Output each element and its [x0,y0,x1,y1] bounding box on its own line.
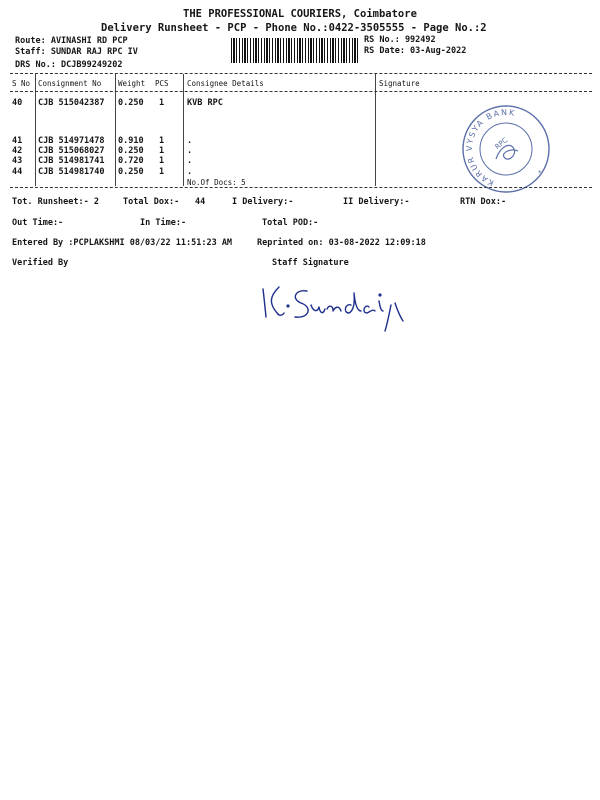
column-header: S No [12,79,31,88]
column-header: Consignment No [38,79,102,88]
row-pcs: 1 [159,146,165,156]
row-pcs: 1 [159,167,165,177]
rtn-dox: RTN Dox:- [460,197,507,207]
row-sno: 41 [12,136,23,146]
ii-delivery: II Delivery:- [343,197,410,207]
i-delivery: I Delivery:- [232,197,294,207]
no-of-docs: No.Of Docs: 5 [187,178,246,187]
handwritten-signature [255,275,415,335]
row-weight: 0.250 [118,167,144,177]
table-bottom-rule [10,187,592,188]
column-header: PCS [155,79,169,88]
rs-number: RS No.: 992492 [364,35,436,45]
row-sno: 40 [12,98,23,108]
row-sno: 44 [12,167,23,177]
total-dox-label: Total Dox:- [123,197,180,207]
verified-by: Verified By [12,258,69,268]
row-pcs: 1 [159,136,165,146]
row-consignment: CJB 515068027 [38,146,105,156]
row-weight: 0.250 [118,98,144,108]
bank-stamp [460,103,552,195]
drs-number: DRS No.: DCJB99249202 [15,60,123,70]
total-pod: Total POD:- [262,218,319,228]
out-time: Out Time:- [12,218,64,228]
tot-runsheet: Tot. Runsheet:- 2 [12,197,99,207]
column-header: Consignee Details [187,79,264,88]
row-pcs: 1 [159,98,165,108]
row-consignment: CJB 514971478 [38,136,105,146]
entered-by: Entered By :PCPLAKSHMI 08/03/22 11:51:23 AM [12,238,233,248]
total-dox-value: 44 [195,197,206,207]
route-label: Route: AVINASHI RD PCP [15,36,128,46]
row-consignee: KVB RPC [187,98,223,108]
reprinted-on: Reprinted on: 03-08-2022 12:09:18 [257,238,426,248]
column-header: Signature [379,79,420,88]
rs-date: RS Date: 03-Aug-2022 [364,46,467,56]
row-weight: 0.910 [118,136,144,146]
runsheet-title: Delivery Runsheet - PCP - Phone No.:0422-3505555 - Page No.:2 [101,22,487,34]
stamp-outer-text: KARUR VYSYA BANK [464,107,517,188]
row-consignment: CJB 514981740 [38,167,105,177]
row-consignment: CJB 515042387 [38,98,105,108]
header-rule [10,91,592,92]
row-weight: 0.720 [118,156,144,166]
row-consignee: . [187,167,193,177]
row-weight: 0.250 [118,146,144,156]
table-top-rule [10,73,592,74]
row-consignment: CJB 514981741 [38,156,105,166]
row-consignee: . [187,146,193,156]
barcode [231,38,359,63]
in-time: In Time:- [140,218,187,228]
row-sno: 42 [12,146,23,156]
row-pcs: 1 [159,156,165,166]
staff-signature-label: Staff Signature [272,258,349,268]
column-header: Weight [118,79,146,88]
svg-text:*: * [538,169,542,177]
row-consignee: . [187,136,193,146]
row-sno: 43 [12,156,23,166]
company-title: THE PROFESSIONAL COURIERS, Coimbatore [183,8,417,20]
staff-label: Staff: SUNDAR RAJ RPC IV [15,47,138,57]
row-consignee: . [187,156,193,166]
stamp-inner-text: RPC [493,136,510,152]
